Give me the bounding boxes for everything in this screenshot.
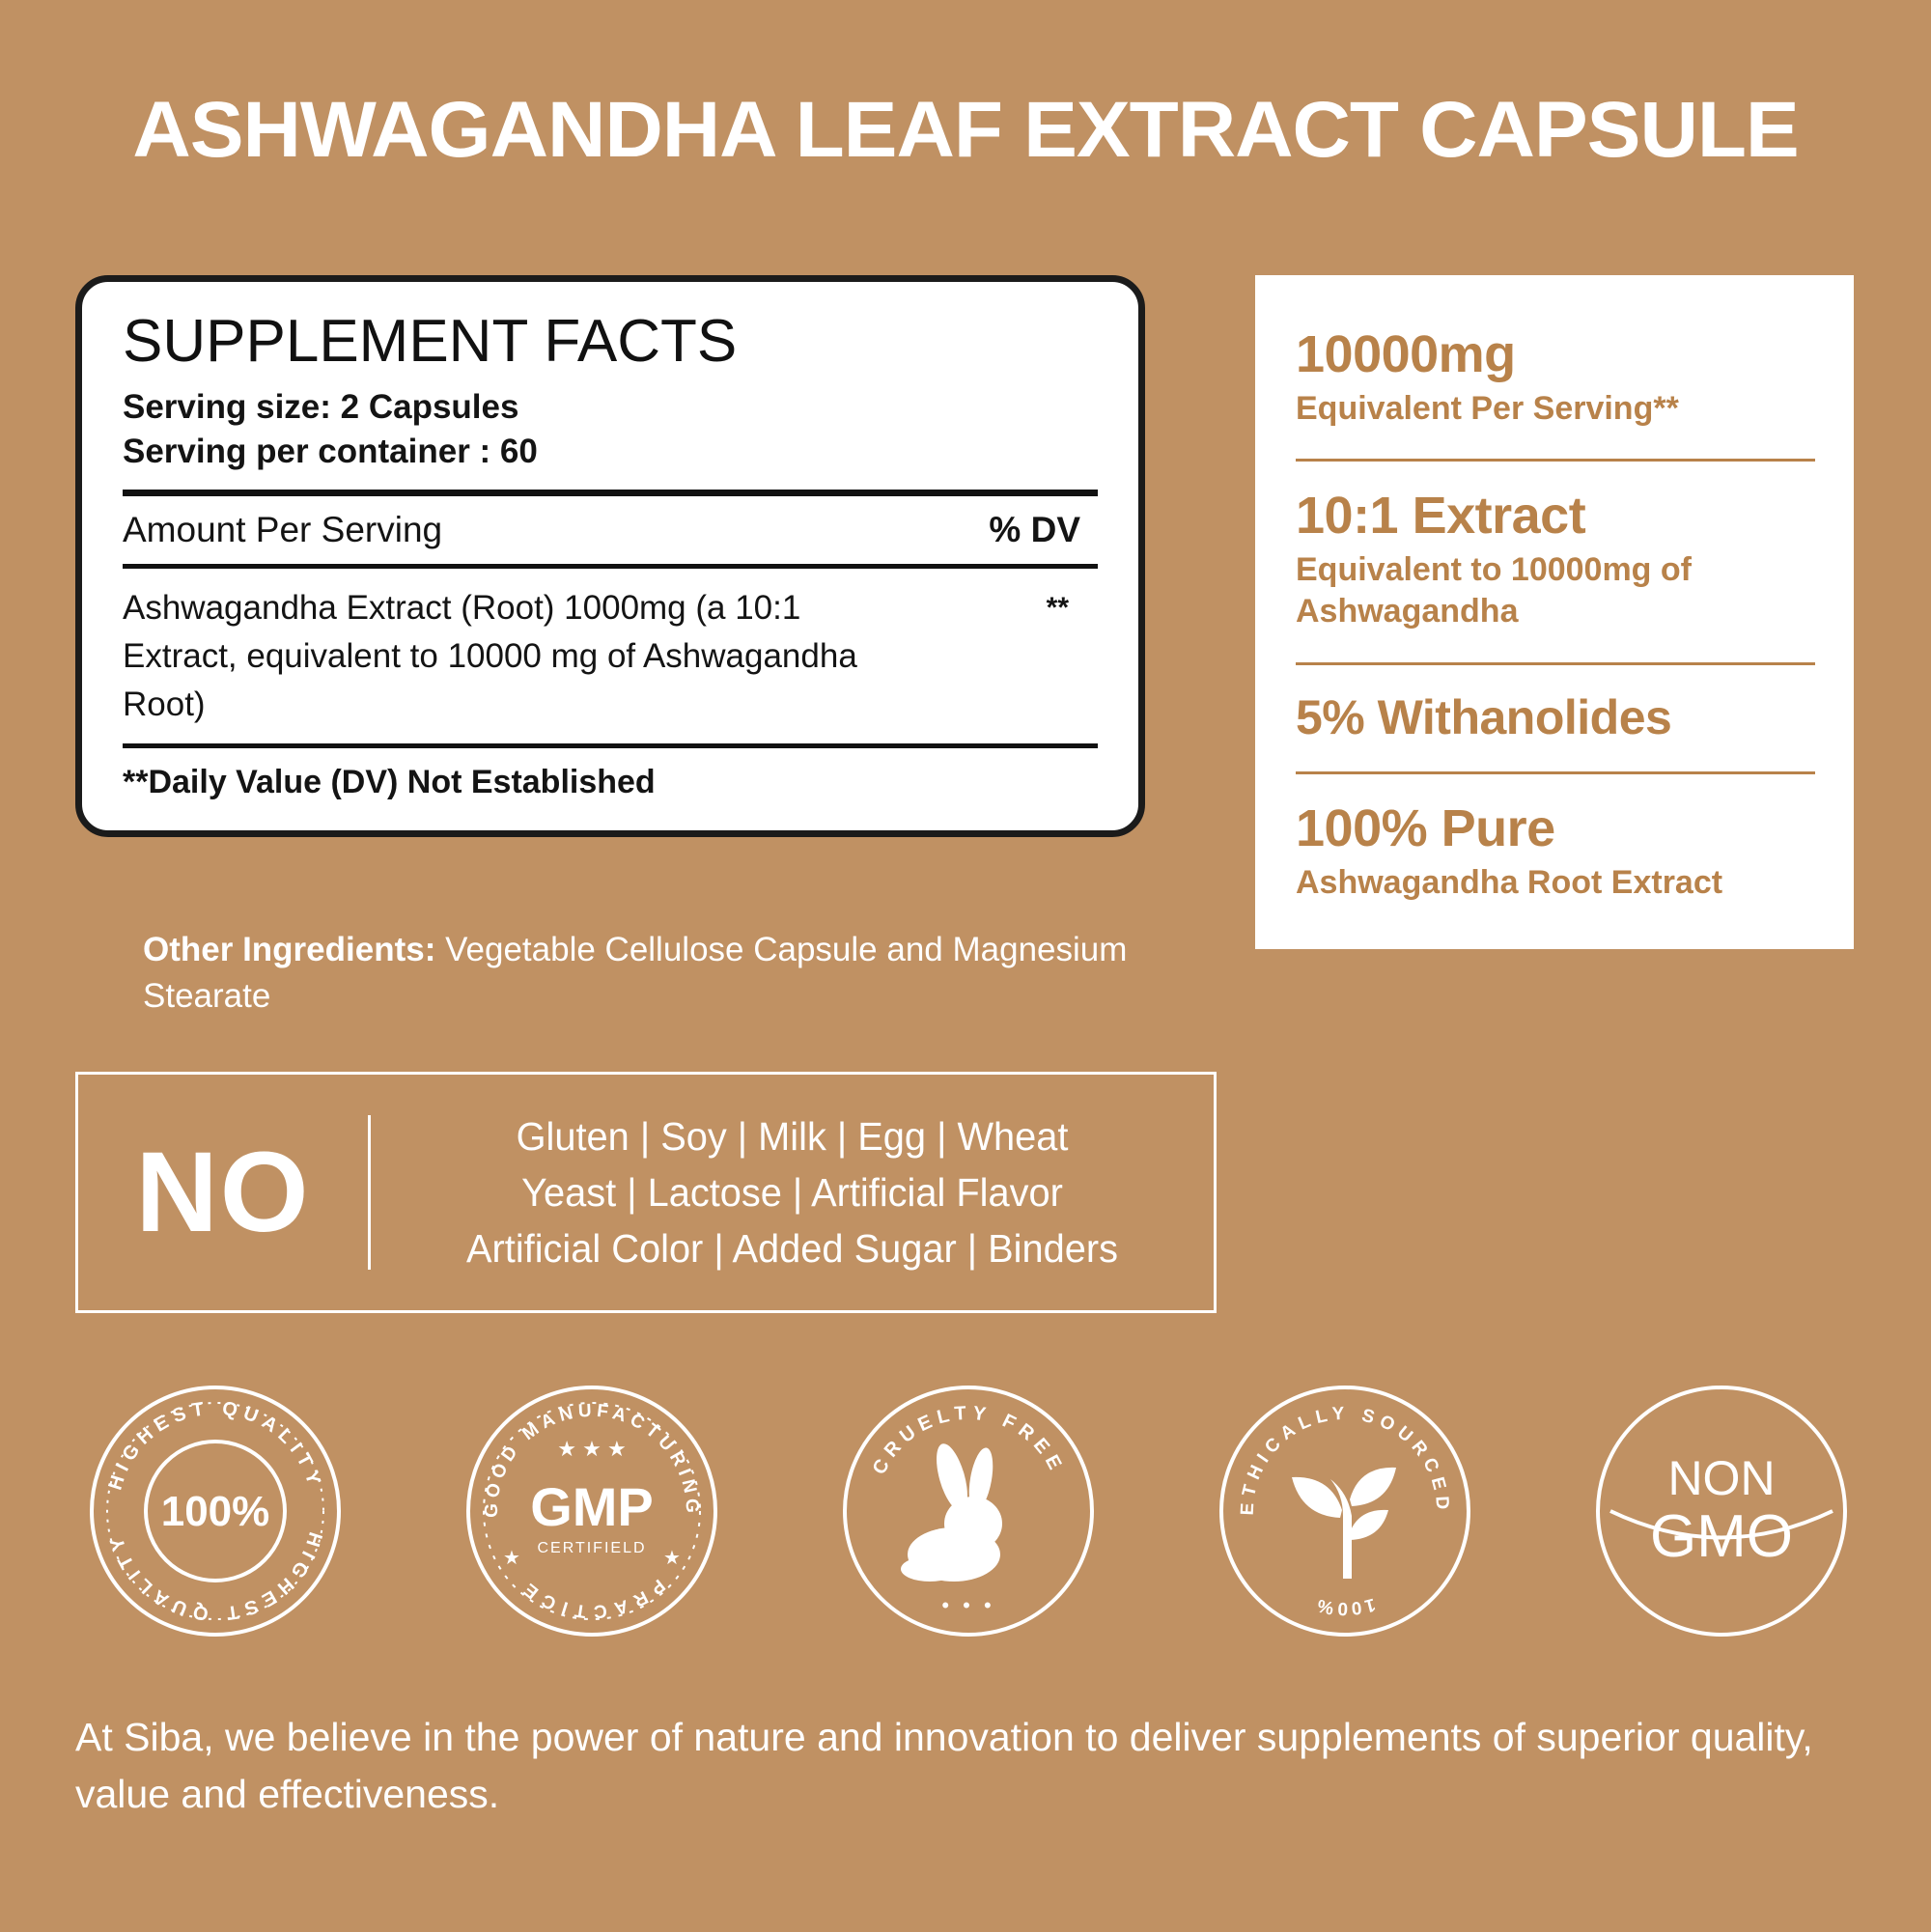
supplement-facts-panel	[75, 275, 1145, 837]
ingredient-dv-value: **	[1046, 592, 1069, 625]
non-gmo-icon	[1581, 1371, 1861, 1651]
highlight-4-sub: Ashwagandha Root Extract	[1296, 864, 1723, 902]
footer-statement: At Siba, we believe in the power of nature and innovation to deliver supplements of superior quality, value and effectiveness.	[75, 1715, 1813, 1817]
free-from-box	[75, 1072, 1217, 1313]
free-from-line-1: Gluten | Soy | Milk | Egg | Wheat	[516, 1113, 1069, 1159]
daily-value-note: **Daily Value (DV) Not Established	[123, 764, 656, 801]
svg-text:★: ★	[503, 1548, 520, 1569]
highlight-item-1	[1296, 327, 1815, 430]
highlight-separator-3	[1296, 771, 1815, 774]
highlight-item-3	[1296, 689, 1815, 744]
svg-text:★ ★ ★: ★ ★ ★	[557, 1437, 627, 1461]
highlight-3-head: 5% Withanolides	[1296, 689, 1672, 744]
ingredient-name: Ashwagandha Extract (Root) 1000mg (a 10:1 Extract, equivalent to 10000 mg of Ashwagandha Root)	[123, 589, 857, 723]
highest-quality-seal-icon	[75, 1371, 355, 1651]
highlight-separator-1	[1296, 459, 1815, 462]
highlight-separator-2	[1296, 662, 1815, 665]
amount-per-serving-label: Amount Per Serving	[123, 510, 443, 550]
highlight-1-sub: Equivalent Per Serving**	[1296, 389, 1679, 427]
dv-label: % DV	[989, 510, 1080, 550]
highlight-4-head: 100% Pure	[1296, 799, 1555, 858]
svg-text:PRACTICE: PRACTICE	[515, 1574, 669, 1622]
highlight-2-sub: Equivalent to 10000mg of Ashwagandha	[1296, 550, 1692, 630]
certification-badges	[75, 1371, 1861, 1651]
free-from-divider	[368, 1115, 371, 1270]
gmp-certified-seal-icon	[452, 1371, 732, 1651]
free-from-no-label: NO	[135, 1129, 311, 1256]
page-title: ASHWAGANDHA LEAF EXTRACT CAPSULE	[132, 86, 1799, 174]
svg-text:GMP: GMP	[530, 1476, 654, 1537]
svg-text:ETHICALLY SOURCED: ETHICALLY SOURCED	[1237, 1403, 1453, 1516]
svg-text:GOOD MANUFACTURING: GOOD MANUFACTURING	[481, 1400, 703, 1519]
other-ingredients-label: Other Ingredients:	[143, 931, 436, 968]
svg-text:CERTIFIELD: CERTIFIELD	[537, 1540, 647, 1556]
svg-text:NON: NON	[1667, 1451, 1776, 1505]
highlight-item-2	[1296, 489, 1815, 633]
svg-text:100%: 100%	[160, 1488, 270, 1535]
facts-divider-top	[123, 490, 1098, 496]
svg-text:• • •: • • •	[941, 1593, 995, 1617]
facts-column-headers	[123, 496, 1098, 564]
free-from-line-2: Yeast | Lactose | Artificial Flavor	[521, 1169, 1063, 1215]
highlight-1-head: 10000mg	[1296, 325, 1516, 383]
ethically-sourced-leaf-icon	[1205, 1371, 1485, 1651]
free-from-line-3: Artificial Color | Added Sugar | Binders	[466, 1226, 1118, 1272]
serving-size: Serving size: 2 Capsules	[123, 388, 519, 426]
svg-text:★: ★	[663, 1548, 681, 1569]
ingredient-row	[123, 569, 1098, 743]
highlight-item-4	[1296, 801, 1815, 904]
highlights-panel	[1255, 275, 1854, 949]
highlight-2-head: 10:1 Extract	[1296, 487, 1586, 546]
svg-text:100%: 100%	[1312, 1593, 1378, 1619]
svg-text:CRUELTY FREE: CRUELTY FREE	[868, 1402, 1069, 1478]
cruelty-free-rabbit-icon	[828, 1371, 1108, 1651]
supplement-facts-heading: SUPPLEMENT FACTS	[123, 308, 738, 375]
free-from-list	[383, 1108, 1201, 1277]
svg-text:HIGHEST QUALITY: HIGHEST QUALITY	[104, 1529, 326, 1625]
other-ingredients-value: Vegetable Cellulose Capsule and Magnesium Stearate	[143, 931, 1128, 1016]
svg-text:GMO: GMO	[1649, 1503, 1794, 1570]
other-ingredients	[143, 927, 1166, 1021]
svg-text:HIGHEST QUALITY: HIGHEST QUALITY	[104, 1397, 326, 1493]
serving-per-container: Serving per container : 60	[123, 433, 538, 471]
